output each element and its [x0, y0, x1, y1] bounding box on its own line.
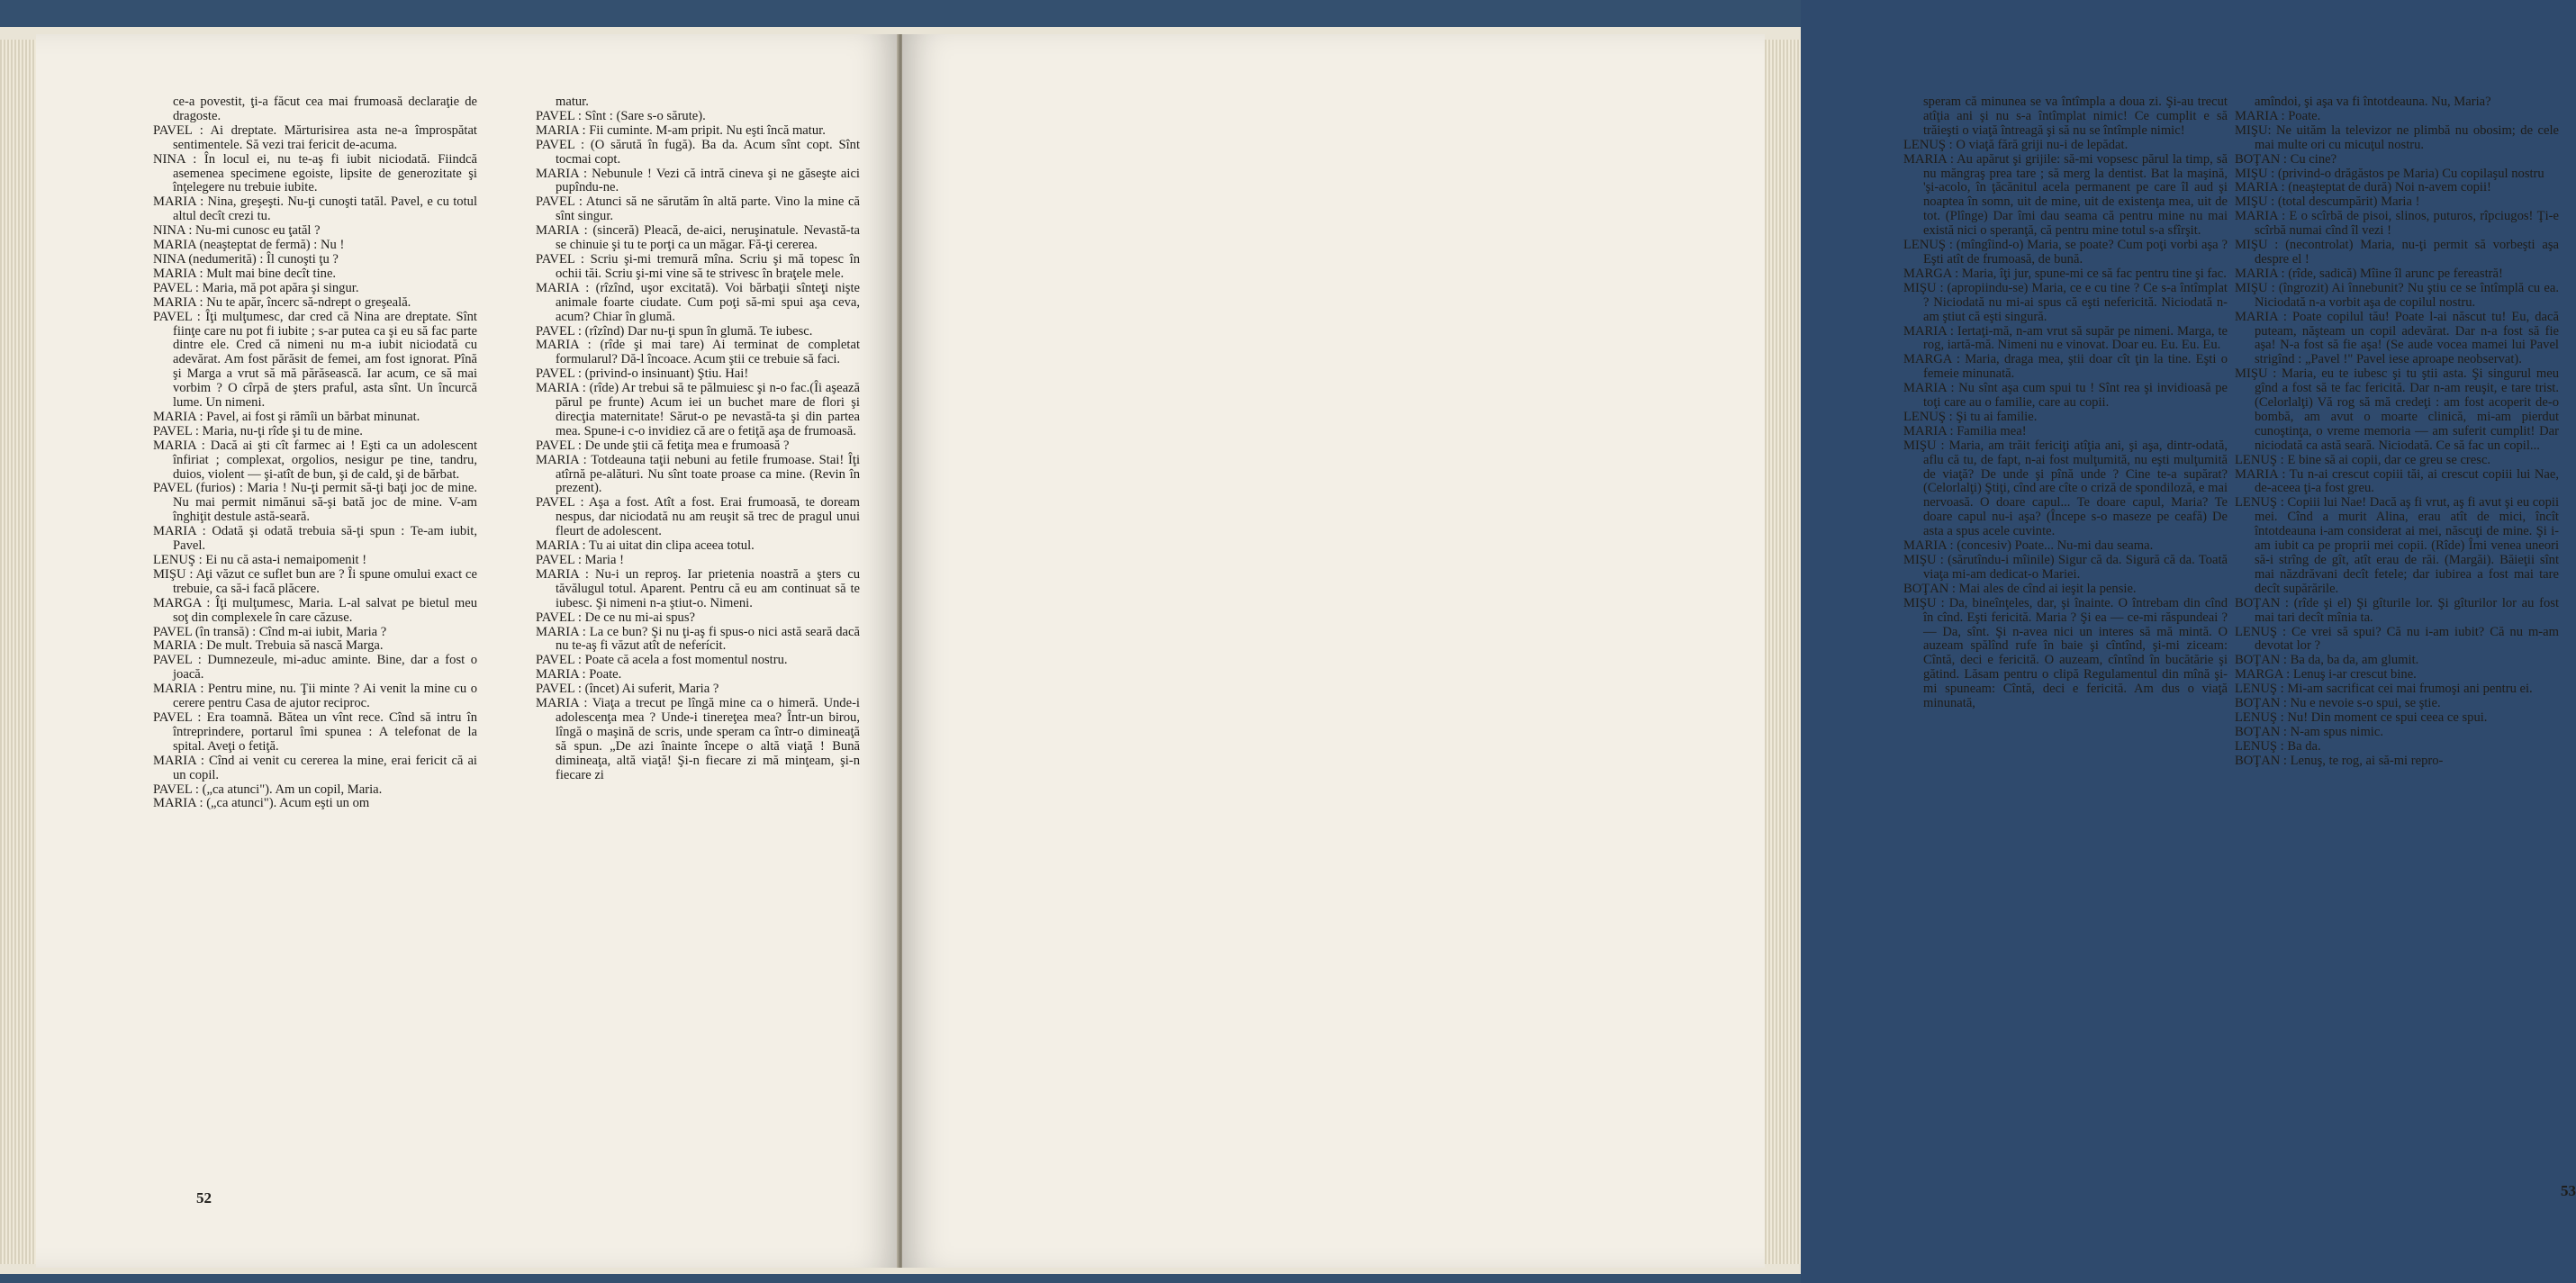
dialogue-paragraph: MARIA : Fii cuminte. M-am pripit. Nu eşti încă matur. — [536, 122, 826, 138]
dialogue-paragraph: MARIA : Pentru mine, nu. Ţii minte ? Ai venit la mine cu o cerere pentru Casa de ajutor reciproc. — [153, 682, 477, 711]
dialogue-paragraph: PAVEL : Dumnezeule, mi-aduc aminte. Bine, dar a fost o joacă. — [153, 653, 477, 682]
left-page — [36, 34, 899, 1268]
dialogue-paragraph: MIŞU : (privind-o drăgăstos pe Maria) Cu copilaşul nostru — [2235, 166, 2544, 181]
dialogue-paragraph: LENUŞ : Ce vrei să spui? Că nu i-am iubit? Că nu m-am devotat lor ? — [2235, 624, 2559, 654]
dialogue-paragraph: PAVEL : Poate că acela a fost momentul nostru. — [536, 653, 788, 668]
dialogue-paragraph: MARIA : E o scîrbă de pisoi, slinos, puturos, rîpciugos! Ţi-e scîrbă numai cînd îl vezi ! — [2235, 209, 2559, 239]
dialogue-paragraph: MARIA (neaşteptat de fermă) : Nu ! — [153, 238, 345, 253]
dialogue-paragraph: BOŢAN : Nu e nevoie s-o spui, se ştie. — [2235, 696, 2441, 711]
dialogue-paragraph: PAVEL : Maria, nu-ţi rîde şi tu de mine. — [153, 423, 363, 438]
dialogue-paragraph: MARGA : Maria, draga mea, ştii doar cît ţin la tine. Eşti o femeie minunată. — [1903, 352, 2228, 382]
dialogue-paragraph: BOŢAN : Lenuş, te rog, ai să-mi repro- — [2235, 753, 2444, 768]
dialogue-paragraph: PAVEL : Sînt : (Sare s-o sărute). — [536, 108, 706, 123]
dialogue-paragraph: BOŢAN : Mai ales de cînd ai ieşit la pensie. — [1903, 581, 2137, 596]
dialogue-paragraph: MARIA : (rîde, sadică) Mîine îl arunc pe fereastră! — [2235, 266, 2503, 281]
dialogue-paragraph: NINA : Nu-mi cunosc eu ţatăl ? — [153, 223, 321, 239]
dialogue-paragraph: PAVEL : De unde ştii că fetiţa mea e frumoasă ? — [536, 438, 790, 453]
dialogue-paragraph: ce-a povestit, ţi-a făcut cea mai frumoasă declaraţie de dragoste. — [173, 95, 477, 123]
dialogue-paragraph: MARIA : Mult mai bine decît tine. — [153, 266, 337, 281]
dialogue-paragraph: MARIA : Odată şi odată trebuia să-ţi spun : Te-am iubit, Pavel. — [153, 524, 477, 554]
dialogue-paragraph: PAVEL : Era toamnă. Bătea un vînt rece. Cînd să intru în întreprindere, portarul îmi spunea : A telefonat de la spital. Aveţi o fetiţă. — [153, 709, 477, 754]
dialogue-paragraph: amîndoi, şi aşa va fi întotdeauna. Nu, Maria? — [2255, 95, 2491, 109]
dialogue-paragraph: MIŞU : Maria, am trăit fericiţi atîţia ani, şi aşa, dintr-odată, aflu că tu, de fapt, n-ai fost mulţumită, nu eşti mulţumită de viaţă? De unde şi pînă unde ? Cine te-a supărat? (Celorlalţi) Ştiţi, cînd are cîte o criză de spondiloză, e mai nervoasă. O doare capul... Te doare capul, Maria? Te doare capul nu-i aşa? (Începe s-o maseze pe ceafă) De asta a spus acele cuvinte. — [1903, 438, 2228, 539]
dialogue-paragraph: MARGA : Lenuş i-ar crescut bine. — [2235, 667, 2417, 682]
dialogue-paragraph: PAVEL : Scriu şi-mi tremură mîna. Scriu şi mă topesc în ochii tăi. Scriu şi-mi vine să te strivesc în braţele mele. — [536, 251, 860, 281]
dialogue-paragraph: PAVEL : Atunci să ne sărutăm în altă parte. Vino la mine că sînt singur. — [536, 194, 860, 224]
dialogue-paragraph: MARIA : Poate. — [536, 667, 622, 682]
left-page-number: 52 — [196, 1189, 212, 1206]
right-page-stack — [1765, 40, 1801, 1264]
left-page-column-2 — [536, 95, 860, 783]
dialogue-paragraph: LENUŞ : Nu! Din moment ce spui ceea ce spui. — [2235, 709, 2488, 725]
dialogue-paragraph: MARIA : Viaţa a trecut pe lîngă mine ca o himeră. Unde-i adolescenţa mea ? Unde-i tinereţea mea? Într-un birou, lîngă o maşină de scris, unde speram ca într-o dimineaţă să spun. „De azi înainte începe o altă viaţă ! Bună dimineaţa, altă viaţă! Şi-n fiecare zi mă minţeam, şi-n fiecare zi — [536, 696, 860, 782]
dialogue-paragraph: PAVEL : De ce nu mi-ai spus? — [536, 610, 695, 625]
dialogue-paragraph: MARIA : Nebunule ! Vezi că intră cineva şi ne găseşte aici pupîndu-ne. — [536, 166, 860, 195]
dialogue-paragraph: MARIA : (neaşteptat de dură) Noi n-avem copii! — [2235, 180, 2491, 195]
dialogue-paragraph: MIŞU: Ne uităm la televizor ne plimbă nu obosim; de cele mai multe ori cu micuţul nostru. — [2235, 122, 2559, 152]
dialogue-paragraph: MARIA : („ca atunci"). Acum eşti un om — [153, 796, 370, 811]
dialogue-paragraph: MIŞU : (îngrozit) Ai înnebunit? Nu ştiu ce se întîmplă cu ea. Niciodată n-a vorbit aşa de copilul nostru. — [2235, 280, 2559, 310]
dialogue-paragraph: MIŞU : (sărutîndu-i mîinile) Sigur că da. Sigură că da. Toată viaţa mi-am dedicat-o Mariei. — [1903, 553, 2228, 582]
dialogue-paragraph: BOŢAN : Ba da, ba da, am glumit. — [2235, 653, 2419, 668]
dialogue-paragraph: MIŞU : Maria, eu te iubesc şi tu ştii asta. Şi singurul meu gînd a fost să te fac fericită. Dar n-am reuşit, e tare trist. (Celorlalţi) Vă rog să mă credeţi : am fost acoperit de-o bombă, am avut o moarte clinică, mi-am pierdut cunoştinţa, o vreme memoria — am suferit cumplit! Dar niciodată ca astă seară. Niciodată. Ce să fac un copil... — [2235, 366, 2559, 453]
dialogue-paragraph: MARIA : (rîde şi mai tare) Ai terminat de completat formularul? Dă-l încoace. Acum ştii ce trebuie să faci. — [536, 338, 860, 367]
dialogue-paragraph: PAVEL : („ca atunci"). Am un copil, Maria. — [153, 782, 383, 797]
dialogue-paragraph: LENUŞ : Mi-am sacrificat cei mai frumoşi ani pentru ei. — [2235, 682, 2533, 697]
dialogue-paragraph: BOŢAN : (rîde şi el) Şi gîturile lor. Şi gîturilor lor au fost mai tari decît mînia ta. — [2235, 595, 2559, 625]
dialogue-paragraph: PAVEL : (O sărută în fugă). Ba da. Acum sînt copt. Sînt tocmai copt. — [536, 137, 860, 167]
dialogue-paragraph: LENUŞ : E bine să ai copii, dar ce greu se cresc. — [2235, 452, 2491, 467]
dialogue-paragraph: MARIA : La ce bun? Şi nu ţi-aş fi spus-o nici astă seară dacă nu te-aş fi văzut atît de neferícit. — [536, 624, 860, 654]
dialogue-paragraph: BOŢAN : N-am spus nimic. — [2235, 724, 2383, 739]
dialogue-paragraph: PAVEL : Maria ! — [536, 553, 624, 567]
dialogue-paragraph: MARIA : Nu te apăr, încerc să-ndrept o greşeală. — [153, 294, 411, 310]
dialogue-paragraph: MARGA : Maria, îţi jur, spune-mi ce să fac pentru tine şi fac. — [1903, 266, 2227, 281]
dialogue-paragraph: MARIA : Nina, greşeşti. Nu-ţi cunoşti tatăl. Pavel, e cu totul altul decît crezi tu. — [153, 194, 477, 224]
dialogue-paragraph: PAVEL : (privind-o insinuant) Ştiu. Hai! — [536, 366, 749, 382]
dialogue-paragraph: MARIA : (sinceră) Pleacă, de-aici, neruşinatule. Nevastă-ta se chinuie şi tu te porţi ca un măgar. Fă-ţi cererea. — [536, 223, 860, 253]
right-page-column-2 — [2235, 95, 2559, 769]
dialogue-paragraph: PAVEL (în transă) : Cînd m-ai iubit, Maria ? — [153, 624, 387, 639]
dialogue-paragraph: LENUŞ : Ei nu că asta-i nemaipomenit ! — [153, 553, 367, 567]
right-page — [902, 34, 2576, 1268]
dialogue-paragraph: matur. — [556, 95, 589, 109]
right-page-number: 53 — [2561, 1182, 2576, 1199]
dialogue-paragraph: MIŞU : (total descumpărit) Maria ! — [2235, 194, 2420, 210]
dialogue-paragraph: LENUŞ : Ba da. — [2235, 738, 2321, 754]
dialogue-paragraph: PAVEL : Ai dreptate. Mărturisirea asta ne-a împrospătat sentimentele. Să vezi trai fericit de-acuma. — [153, 122, 477, 152]
dialogue-paragraph: MARIA : Iertaţi-mă, n-am vrut să supăr pe nimeni. Marga, te rog, iartă-mă. Nimeni nu e vinovat. Doar eu. Eu. Eu. Eu. — [1903, 323, 2228, 353]
dialogue-paragraph: PAVEL : Îţi mulţumesc, dar cred că Nina are dreptate. Sînt fiinţe care nu pot fi iubite ; s-ar putea ca şi eu să fac parte dintre ele. Cred că nimeni nu m-a iubit niciodată cu adevărat. Am fost părăsit de femei, am fost ignorat. Pînă şi Marga a vrut să mă părăsească. Iar acum, ce să mai vorbim ? O cîrpă de şters praful, asta sînt. Un încurcă lume. Un nimeni. — [153, 309, 477, 411]
dialogue-paragraph: MARIA : (concesiv) Poate... Nu-mi dau seama. — [1903, 538, 2154, 554]
dialogue-paragraph: PAVEL : (încet) Ai suferit, Maria ? — [536, 682, 719, 697]
dialogue-paragraph: MARIA : Nu sînt aşa cum spui tu ! Sînt rea şi invidioasă pe toţi care au o familie, care au copii. — [1903, 381, 2228, 411]
dialogue-paragraph: LENUŞ : (mîngîind-o) Maria, se poate? Cum poţi vorbi aşa ? Eşti atît de frumoasă, de bună. — [1903, 238, 2228, 267]
dialogue-paragraph: BOŢAN : Cu cine? — [2235, 151, 2337, 167]
dialogue-paragraph: MARIA : Tu ai uitat din clipa aceea totul. — [536, 538, 755, 554]
dialogue-paragraph: PAVEL : Aşa a fost. Atît a fost. Erai frumoasă, te doream nespus, dar niciodată nu am reuşit să trec de pragul unui fleurt de adolescent. — [536, 495, 860, 539]
dialogue-paragraph: MARGA : Îţi mulţumesc, Maria. L-al salvat pe bietul meu soţ din complexele în care căzuse. — [153, 595, 477, 625]
dialogue-paragraph: MIŞU : (apropiindu-se) Maria, ce e cu tine ? Ce s-a întîmplat ? Niciodată nu mi-ai spus că eşti nefericită. Niciodată n-am ştiut că eşti singură. — [1903, 280, 2228, 324]
right-page-column-1 — [1903, 95, 2228, 711]
dialogue-paragraph: LENUŞ : Şi tu ai familie. — [1903, 409, 2038, 424]
dialogue-paragraph: PAVEL (furios) : Maria ! Nu-ţi permit să-ţi baţi joc de mine. Nu mai permit nimănui să-şi bată joc de mine. V-am înghiţit destule astă-seară. — [153, 481, 477, 525]
dialogue-paragraph: MARIA : Familia mea! — [1903, 423, 2027, 438]
dialogue-paragraph: MARIA : Poate copilul tău! Poate l-ai născut tu! Eu, dacă puteam, năşteam un copil adevărat. Dar n-a fost să fie aşa! N-a fost să fie aşa! (Se aude vocea mamei lui Pavel strigînd : „Pavel !" Pavel iese aproape neobservat). — [2235, 309, 2559, 367]
dialogue-paragraph: MARIA : Poate. — [2235, 108, 2321, 123]
dialogue-paragraph: MARIA : (rîzînd, uşor excitată). Voi bărbaţii sînteţi nişte animale foarte ciudate. Cum poţi să-mi spui aşa ceva, acum? Chiar în glumă. — [536, 280, 860, 324]
dialogue-paragraph: MARIA : Tu n-ai crescut copiii tăi, ai crescut copiii lui Nae, de-aceea ţi-a fost greu. — [2235, 466, 2559, 496]
dialogue-paragraph: MARIA : De mult. Trebuia să nască Marga. — [153, 638, 384, 654]
dialogue-paragraph: NINA : În locul ei, nu te-aş fi iubit niciodată. Fiindcă asemenea specimene egoiste, lipsite de generozitate şi înţelegere nu trebuie iubite. — [153, 151, 477, 195]
dialogue-paragraph: NINA (nedumerită) : Îl cunoşti ţu ? — [153, 251, 339, 267]
dialogue-paragraph: MIŞU : Da, bineînţeles, dar, şi înainte. O întrebam din cînd în cînd. Eşti fericită. Maria ? Şi ea — ce-mi răspundeai ? — Da, sînt. Şi n-avea nici un interes să mă mintă. O auzeam spălînd rufe în baie şi cîntînd, şi-mi ziceam: Cîntă, deci e fericită. O auzeam, cîntînd în bucătărie şi gătind. Lăsam pentru o clipă Regulamentul din mînă şi-mi spuneam: Cîntă, deci e fericită. Am dus o viaţă minunată, — [1903, 595, 2228, 711]
dialogue-paragraph: speram că minunea se va întîmpla a doua zi. Şi-au trecut atîţia ani şi nu s-a întîmplat nimic! Ce cumplit e să trăieşti o viaţă întreagă şi să nu se întîmple nimic! — [1923, 95, 2228, 138]
dialogue-paragraph: MARIA : Au apărut şi grijile: să-mi vopsesc părul la timp, să nu măngraş prea tare ; să merg la dentist. Bat la maşină, 'şi-acolo, în ţăcănitul acela permanent pe care îl aud şi noaptea în somn, uit de mine, uit de existenţa mea, uit de tot. (Plînge) Dar îmi dau seama că pentru mine nu mai există nici o speranţă, că pentru mine totul s-a sfîrşit. — [1903, 151, 2228, 239]
dialogue-paragraph: PAVEL : (rîzînd) Dar nu-ţi spun în glumă. Te iubesc. — [536, 323, 813, 339]
dialogue-paragraph: MARIA : Nu-i un reproş. Iar prietenia noastră a şters cu tăvălugul totul. Aparent. Pentru că eu am continuat să te iubesc. Şi nimeni n-a ştiut-o. Nimeni. — [536, 566, 860, 610]
dialogue-paragraph: MARIA : Cînd ai venit cu cererea la mine, erai fericit că ai un copil. — [153, 753, 477, 782]
dialogue-paragraph: PAVEL : Maria, mă pot apăra şi singur. — [153, 280, 359, 295]
left-page-column-1 — [153, 95, 477, 811]
dialogue-paragraph: MARIA : Dacă ai şti cît farmec ai ! Eşti ca un adolescent înfiriat ; complexat, orgolios, nesigur pe tine, tandru, duios, violent — şi-atît de bun, şi de cald, şi de bărbat. — [153, 438, 477, 482]
dialogue-paragraph: MARIA : (rîde) Ar trebui să te pălmuiesc şi n-o fac.(Îi aşează părul pe frunte) Acum iei un buchet mare de flori şi direcţia maternitate! Sărut-o pe nevastă-ta şi din partea mea. Spune-i c-o invidiez că are o fetiţă aşa de frumoasă. — [536, 381, 860, 438]
left-page-stack — [0, 40, 38, 1264]
dialogue-paragraph: MARIA : Totdeauna taţii nebuni au fetile frumoase. Stai! Îţi atîrnă pe-alături. Nu sînt toate proase ca mine. (Revin în prezent). — [536, 452, 860, 496]
dialogue-paragraph: MIŞU : Aţi văzut ce suflet bun are ? Îi spune omului exact ce trebuie, ca să-i facă plăcere. — [153, 566, 477, 596]
dialogue-paragraph: MARIA : Pavel, ai fost şi rămîi un bărbat minunat. — [153, 409, 420, 424]
dialogue-paragraph: LENUŞ : O viaţă fără griji nu-i de lepădat. — [1903, 137, 2129, 152]
dialogue-paragraph: LENUŞ : Copiii lui Nae! Dacă aş fi vrut, aş fi avut şi eu copii mei. Cînd a murit Alina, erau atît de mici, încît întotdeauna i-am considerat ai mei, născuţi de mine. Şi i-am iubit ca pe proprii mei copii. (Rîde) Îmi venea uneori să-i strîng de gît, atît erau de răi. (Margăi). Băieţii sînt mai năzdrăvani decît fetele; dar iubirea a fost mai tare decît supărările. — [2235, 495, 2559, 596]
dialogue-paragraph: MIŞU : (necontrolat) Maria, nu-ţi permit să vorbeşti aşa despre el ! — [2235, 238, 2559, 267]
